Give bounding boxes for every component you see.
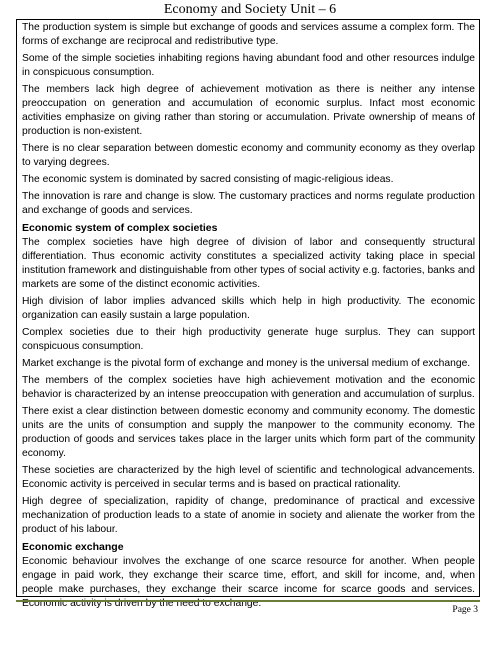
paragraph: There exist a clear distinction between domestic economy and community economy. The domestic units are the units of consumption and supply the manpower to the community economy. The production of goods and services takes place in the larger units which form part of the community economy.: [22, 406, 475, 459]
paragraph: The production system is simple but exchange of goods and services assume a complex form. The forms of exchange are reciprocal and redistributive type.: [22, 22, 475, 47]
paragraph: There is no clear separation between domestic economy and community economy as they overlap to varying degrees.: [22, 143, 475, 168]
page-number: Page 3: [452, 605, 478, 615]
paragraph: The members lack high degree of achievement motivation as there is neither any intense preoccupation on generation and accumulation of economic surplus. Infact most economic activities emphasize on giving rather than storing or accumulation. Private ownership of means of production is non-existent.: [22, 84, 475, 137]
paragraph: The complex societies have high degree of division of labor and consequently structural differentiation. Thus economic activity constitutes a specialized activity taking place in special institution framework and distinguishable from other types of social activity e.g. factories, banks and markets are some of the distinct economic activities.: [22, 237, 475, 290]
footer-rule: [16, 600, 480, 602]
paragraph: Economic behaviour involves the exchange of one scarce resource for another. When people engage in paid work, they exchange their scarce time, effort, and skill for income, and, when people make purchases, they exchange their scarce income for scarce goods and services. Economic activity is driven by the need to exchange.: [22, 556, 475, 609]
section-heading: Economic system of complex societies: [22, 222, 218, 234]
paragraph: The innovation is rare and change is slow. The customary practices and norms regulate production and exchange of goods and services.: [22, 191, 475, 216]
paragraph: The economic system is dominated by sacred consisting of magic-religious ideas.: [22, 174, 394, 185]
paragraph: These societies are characterized by the high level of scientific and technological advancements. Economic activity is perceived in secular terms and is based on practical rationality.: [22, 465, 475, 490]
section-heading: Economic exchange: [22, 541, 124, 553]
paragraph: High degree of specialization, rapidity of change, predominance of practical and excessive mechanization of production leads to a state of anomie in society and alienate the worker from the product of his labour.: [22, 496, 475, 535]
paragraph: Complex societies due to their high productivity generate huge surplus. They can support conspicuous consumption.: [22, 327, 475, 352]
content-frame: [16, 19, 480, 609]
page-header-title: Economy and Society Unit – 6: [163, 2, 337, 17]
paragraph: High division of labor implies advanced skills which help in high productivity. The economic organization can easily sustain a large population.: [22, 296, 475, 321]
paragraph: Market exchange is the pivotal form of exchange and money is the universal medium of exchange.: [22, 358, 471, 369]
paragraph: Some of the simple societies inhabiting regions having abundant food and other resources indulge in conspicuous consumption.: [22, 53, 475, 78]
paragraph: The members of the complex societies have high achievement motivation and the economic behavior is characterized by an intense preoccupation with generation and accumulation of surplus.: [22, 375, 475, 400]
